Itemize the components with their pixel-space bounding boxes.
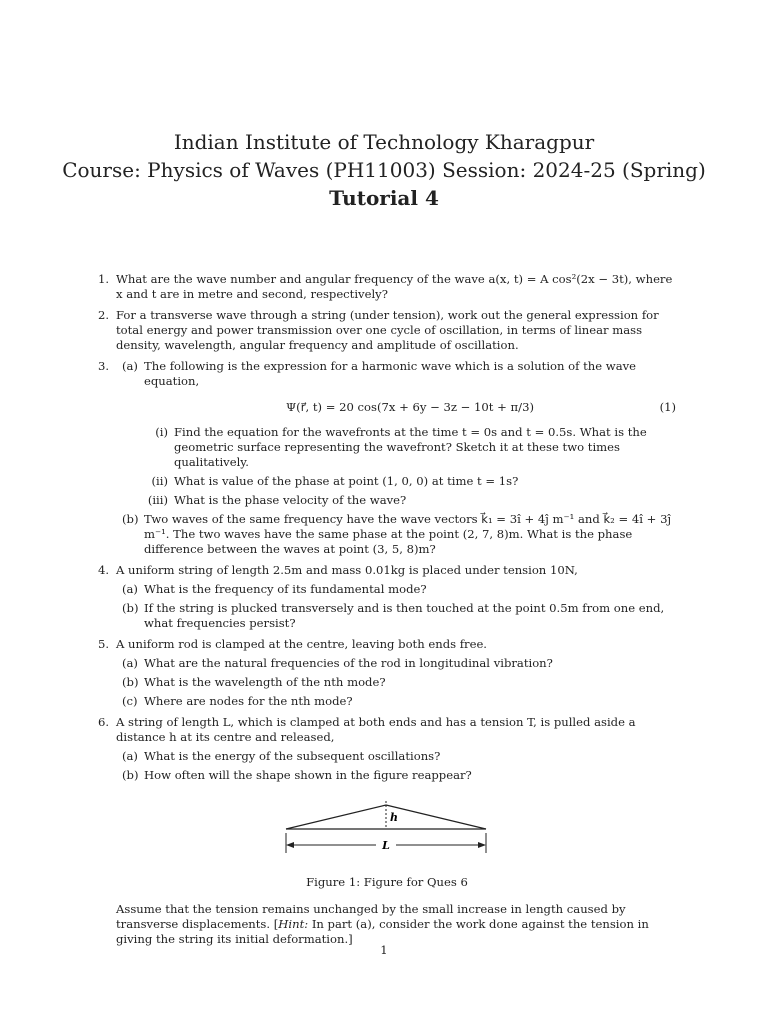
part-text: What is value of the phase at point (1, 0, 0) at time t = 1s? bbox=[174, 474, 519, 488]
question-number: 1. bbox=[98, 272, 110, 286]
question-3a-i bbox=[144, 425, 676, 470]
part-label: (a) bbox=[122, 749, 138, 763]
string-right-segment bbox=[386, 805, 486, 829]
part-label: (a) bbox=[122, 582, 138, 596]
question-5 bbox=[98, 637, 676, 709]
string-left-segment bbox=[286, 805, 386, 829]
part-label: (i) bbox=[155, 425, 168, 439]
institute-name: Indian Institute of Technology Kharagpur bbox=[173, 130, 595, 154]
question-6 bbox=[98, 715, 676, 783]
plucked-string-diagram bbox=[98, 797, 676, 869]
tutorial-title: Tutorial 4 bbox=[329, 186, 439, 210]
arrowhead-left bbox=[286, 842, 294, 848]
part-text: What is the energy of the subsequent oscillations? bbox=[144, 749, 441, 763]
question-3a-iii bbox=[144, 493, 676, 508]
part-text: What is the wavelength of the nth mode? bbox=[144, 675, 386, 689]
question-4b bbox=[116, 601, 676, 631]
question-3b bbox=[116, 512, 676, 557]
question-3a-ii bbox=[144, 474, 676, 489]
arrowhead-right bbox=[478, 842, 486, 848]
question-number: 2. bbox=[98, 308, 110, 322]
page-number: 1 bbox=[380, 943, 388, 957]
question-1 bbox=[98, 272, 676, 302]
part-text: What is the frequency of its fundamental mode? bbox=[144, 582, 427, 596]
part-text: Find the equation for the wavefronts at the time t = 0s and t = 0.5s. What is the geometric surface representing the wavefront? Sketch it at these two times qualitatively. bbox=[174, 425, 647, 469]
question-4 bbox=[98, 563, 676, 631]
assumption-note bbox=[98, 902, 676, 947]
question-6a bbox=[116, 749, 676, 764]
part-label: (b) bbox=[122, 768, 139, 782]
question-text: What are the wave number and angular frequency of the wave a(x, t) = A cos²(2x − 3t), where x and t are in metre and second, respectively? bbox=[116, 272, 673, 301]
question-text: A string of length L, which is clamped at both ends and has a tension T, is pulled aside a distance h at its centre and released, bbox=[116, 715, 636, 744]
question-4a bbox=[116, 582, 676, 597]
figure-caption: Figure 1: Figure for Ques 6 bbox=[306, 875, 468, 889]
question-list bbox=[98, 272, 676, 947]
part-label: (a) bbox=[122, 359, 138, 373]
wave-equation bbox=[144, 395, 676, 419]
part-text: How often will the shape shown in the figure reappear? bbox=[144, 768, 472, 782]
question-number: 6. bbox=[98, 715, 110, 729]
part-text: What is the phase velocity of the wave? bbox=[174, 493, 407, 507]
question-5b bbox=[116, 675, 676, 690]
string-figure bbox=[98, 797, 676, 869]
question-number: 4. bbox=[98, 563, 110, 577]
hint-label: Hint: bbox=[278, 917, 309, 931]
length-label: L bbox=[382, 839, 390, 852]
height-label: h bbox=[390, 811, 398, 824]
question-3a bbox=[116, 359, 676, 508]
part-text: The following is the expression for a harmonic wave which is a solution of the wave equation, bbox=[144, 359, 637, 388]
part-label: (b) bbox=[122, 512, 139, 526]
part-label: (ii) bbox=[151, 474, 168, 488]
equation-number: (1) bbox=[659, 400, 676, 414]
part-text: What are the natural frequencies of the rod in longitudinal vibration? bbox=[144, 656, 553, 670]
question-6b bbox=[116, 768, 676, 783]
part-text: Where are nodes for the nth mode? bbox=[144, 694, 353, 708]
question-5c bbox=[116, 694, 676, 709]
question-text: A uniform rod is clamped at the centre, leaving both ends free. bbox=[116, 637, 487, 651]
note-pre: Assume that the tension remains unchanged by the small increase in length caused by transverse displacements. [ bbox=[116, 902, 626, 931]
part-text: Two waves of the same frequency have the wave vectors k⃗₁ = 3î + 4ĵ m⁻¹ and k⃗₂ = 4î + 3ĵ m⁻¹. The two waves have the same phase at the point (2, 7, 8)m. What is the phase difference between the waves at point (3, 5, 8)m? bbox=[144, 512, 672, 556]
question-text: A uniform string of length 2.5m and mass 0.01kg is placed under tension 10N, bbox=[116, 563, 578, 577]
document-header bbox=[0, 128, 768, 212]
question-number: 5. bbox=[98, 637, 110, 651]
part-label: (iii) bbox=[147, 493, 168, 507]
part-label: (b) bbox=[122, 675, 139, 689]
question-2 bbox=[98, 308, 676, 353]
note-post: In part (a), consider the work done against the tension in giving the string its initial deformation.] bbox=[116, 917, 649, 946]
part-label: (b) bbox=[122, 601, 139, 615]
question-5a bbox=[116, 656, 676, 671]
part-text: If the string is plucked transversely and is then touched at the point 0.5m from one end, what frequencies persist? bbox=[144, 601, 665, 630]
equation-text: Ψ(r⃗, t) = 20 cos(7x + 6y − 3z − 10t + π/3) bbox=[286, 400, 534, 414]
course-line: Course: Physics of Waves (PH11003) Session: 2024-25 (Spring) bbox=[62, 158, 706, 182]
part-label: (c) bbox=[122, 694, 138, 708]
question-text: For a transverse wave through a string (under tension), work out the general expression for total energy and power transmission over one cycle of oscillation, in terms of linear mass density, wavelength, angular frequency and amplitude of oscillation. bbox=[116, 308, 659, 352]
question-number: 3. bbox=[98, 359, 110, 373]
part-label: (a) bbox=[122, 656, 138, 670]
question-3 bbox=[98, 359, 676, 557]
